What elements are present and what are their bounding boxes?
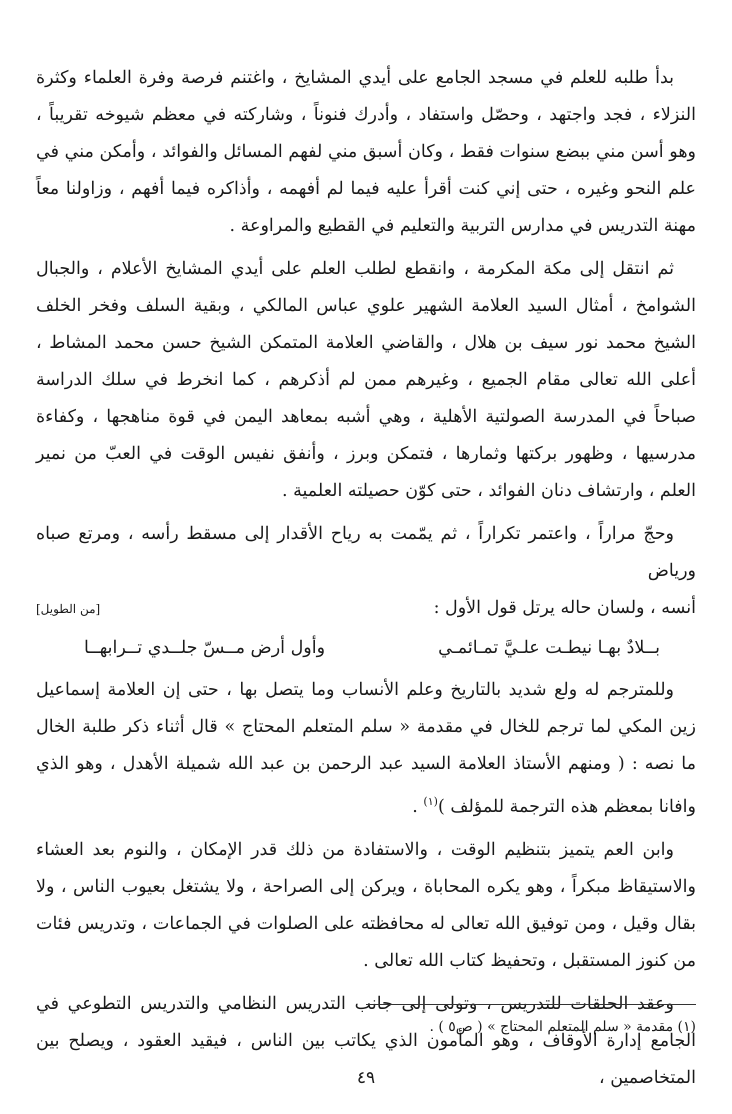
page-number: ٤٩	[356, 1068, 376, 1088]
paragraph-4-end: .	[412, 796, 424, 817]
paragraph-2: ثم انتقل إلى مكة المكرمة ، وانقطع لطلب العلم على أيدي المشايخ الأعلام ، والجبال الشوامخ ، أمثال السيد العلامة الشهير علوي عباس المالكي ، وبقية السلف وفخر الخلف الشيخ محمد نور سيف بن هلال ، والقاضي العلامة المتمكن الشيخ حسن محمد المشاط ، أعلى الله تعالى مقام الجميع ، وغيرهم ممن لم أذكرهم ، كما انخرط في سلك الدراسة صباحاً في المدرسة الصولتية الأهلية ، وهي أشبه بمعاهد اليمن في قوة مناهجها ، وكفاءة مدرسيها ، وظهور بركتها وثمارها ، فتمكن وبرز ، وأنفق نفيس الوقت في العبّ من نمير العلم ، وارتشاف دنان الفوائد ، حتى كوّن حصيلته العلمية .	[36, 259, 696, 501]
footnote-reference[interactable]: (١)	[423, 795, 438, 808]
paragraph-6: وعقد الحلقات للتدريس ، وتولى إلى جانب التدريس النظامي والتدريس التطوعي في الجامع إدارة الأوقاف ، وهو المأمون الذي يكاتب بين الناس ، فيقيد العقود ، ويصلح بين المتخاصمين ،	[36, 993, 696, 1088]
paragraph-3-text: أنسه ، ولسان حاله يرتل قول الأول :	[433, 598, 696, 618]
paragraph-4-text: وللمترجم له ولع شديد بالتاريخ وعلم الأنساب وما يتصل بها ، حتى إن العلامة إسماعيل زين المكي لما ترجم للخال في مقدمة « سلم المتعلم المحتاج » قال أثناء ذكر طلبة الخال ما نصه : ( ومنهم الأستاذ العلامة السيد عبد الرحمن بن عبد الله شميلة الأهدل ، وهو الذي وافانا بمعظم هذه الترجمة للمؤلف )	[36, 680, 696, 817]
paragraph-5: وابن العم يتميز بتنظيم الوقت ، والاستفادة من ذلك قدر الإمكان ، والنوم بعد العشاء والاستيقاظ مبكراً ، وهو يكره المحاباة ، ويركن إلى الصراحة ، ولا يشتغل بعيوب الناس ، ولا بقال وقيل ، ومن توفيق الله تعالى له محافظته على الصلوات في الجماعات ، وتدريس فئات من كنوز المستقبل ، وتحفيظ كتاب الله تعالى .	[36, 839, 696, 971]
paragraph-1: بدأ طلبه للعلم في مسجد الجامع على أيدي المشايخ ، واغتنم فرصة وفرة العلماء وكثرة النزلاء ، فجد واجتهد ، وحصّل واستفاد ، وأدرك فنوناً ، وشاركته في معظم شيوخه تقريباً ، وهو أسن مني ببضع سنوات فقط ، وكان أسبق مني لفهم المسائل والفوائد ، وأمكن مني في علم النحو وغيره ، حتى إني كنت أقرأ عليه فيما لم أفهمه ، وأذاكره فيما أفهم ، وزاولنا معاً مهنة التدريس في مدارس التربية والتعليم في القطيع والمراوعة .	[36, 68, 696, 236]
poetry-verse	[36, 628, 696, 668]
paragraph-3-line-2	[36, 590, 696, 628]
verse-second-hemistich: وأول أرض مــسّ جلــدي تــرابهــا	[84, 638, 326, 658]
paragraph-4	[36, 672, 696, 826]
meter-label: [من الطويل]	[36, 602, 101, 616]
page-body	[36, 60, 696, 1103]
paragraph-3-line-1: وحجّ مراراً ، واعتمر تكراراً ، ثم يمّمت به رياح الأقدار إلى مسقط رأسه ، ومرتع صباه ورياض	[36, 524, 696, 581]
verse-first-hemistich: بــلادٌ بهـا نيطـت علـيَّ تمـائمـي	[438, 638, 660, 658]
footnote-separator	[366, 1004, 696, 1005]
footnote: (١) مقدمة « سلم المتعلم المحتاج » ( ص٥ ) .	[429, 1019, 696, 1035]
